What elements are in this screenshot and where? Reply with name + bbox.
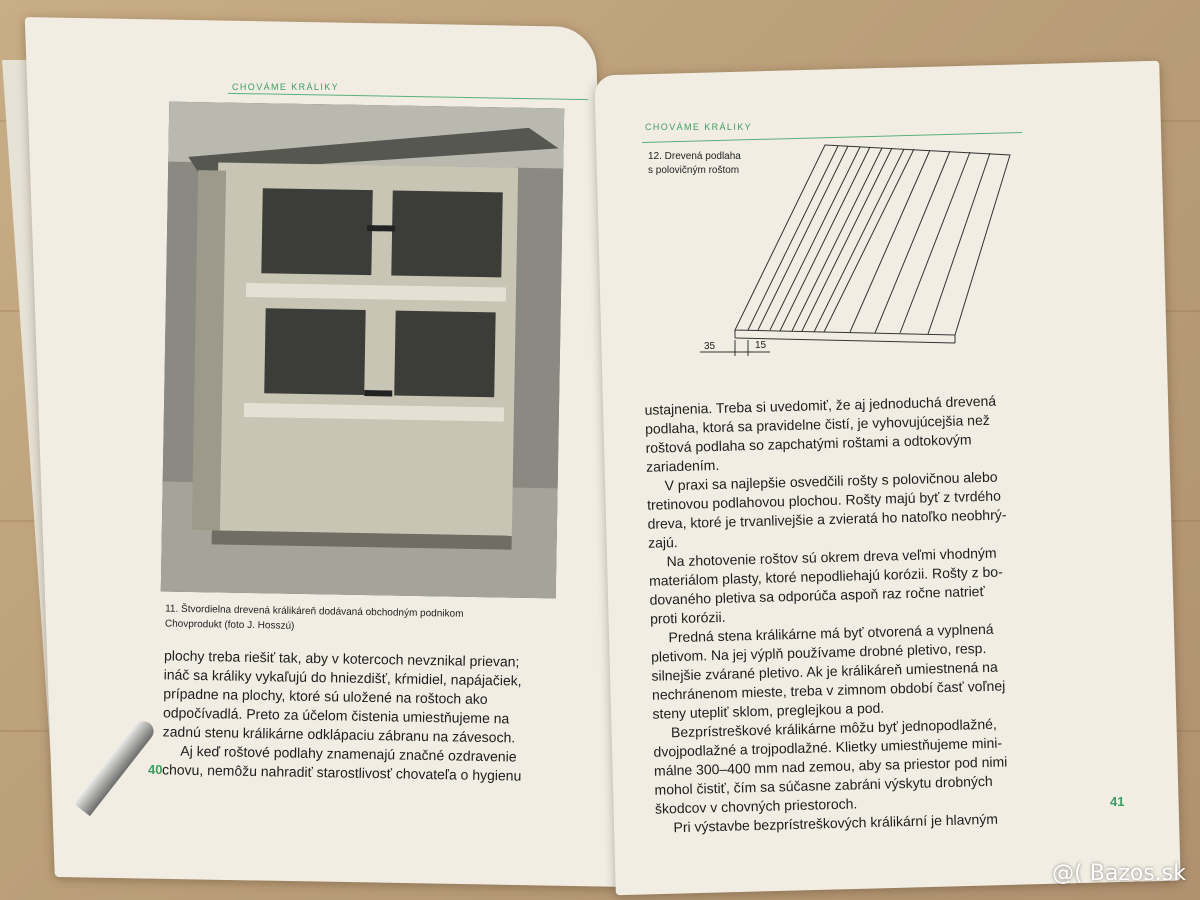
left-page-number: 40: [148, 762, 163, 777]
text-line: pletivom. Na jej výplň používame drobné pletivo, resp.: [650, 639, 987, 665]
rabbit-hutch-illustration: [161, 102, 564, 599]
text-line: prípadne na plochy, ktoré sú uložené na roštoch ako: [163, 685, 488, 708]
paragraph: [646, 465, 1088, 552]
right-page-number: 41: [1110, 794, 1125, 809]
text-line: mohol čistiť, čím sa súčasne zabráni výskytu drobných: [654, 772, 993, 798]
text-line: plochy treba riešiť tak, aby v kotercoch nevznikal prievan;: [163, 647, 520, 670]
dimension-label-15: 15: [755, 340, 767, 351]
rabbit-hutch-photo: [161, 102, 564, 599]
right-body-text: [644, 389, 1095, 837]
text-line: odpočívadlá. Preto za účelom čistenia umiestňujeme na: [162, 704, 510, 727]
text-line: Predná stena králikárne má byť otvorená a vyplnená: [668, 620, 994, 646]
text-line: dovaného pletiva sa odporúča aspoň raz ročne natrieť: [649, 582, 985, 608]
caption-line: Chovprodukt (foto J. Hosszú): [164, 618, 295, 632]
text-line: tretinovou podlahovou plochou. Rošty majú byť z tvrdého: [646, 487, 1002, 513]
left-running-head: CHOVÁME KRÁLIKY: [232, 82, 340, 92]
text-line: Na zhotovenie roštov sú okrem dreva veľmi vhodným: [666, 544, 997, 570]
dimension-label-35: 35: [704, 341, 716, 352]
text-line: nechránenom mieste, treba v zimnom období časť voľnej: [651, 677, 1006, 703]
text-line: málne 300–400 mm nad zemou, aby sa priestor pod nimi: [653, 753, 1008, 779]
wooden-floor-diagram: [700, 140, 1030, 360]
text-line: dreva, ktoré je trvanlivejšie a zvieratá ho natoľko neobhrý-: [647, 506, 1007, 532]
text-line: ináč sa králiky vykaľujú do hniezdišť, kŕmidiel, napájačiek,: [163, 666, 522, 689]
paragraph: [648, 541, 1090, 628]
right-running-head: CHOVÁME KRÁLIKY: [645, 122, 753, 132]
text-line: materiálom plasty, ktoré nepodliehajú korózii. Rošty z bo-: [648, 563, 1003, 589]
paragraph: [644, 389, 1086, 476]
text-line: zariadením.: [645, 456, 720, 475]
text-line: Pri výstavbe bezprístreškových králikární je hlavným: [673, 810, 999, 836]
bazos-watermark: @( Bazos.sk: [1052, 861, 1186, 886]
text-line: V praxi sa najlepšie osvedčili rošty s polovičnou alebo: [664, 468, 998, 494]
text-line: škodcov v chovných priestoroch.: [654, 795, 858, 817]
left-body-text: [162, 646, 582, 786]
figure-label-line: 12. Drevená podlaha: [648, 151, 741, 162]
text-line: chovu, nemôžu nahradiť starostlivosť chovateľa o hygienu: [161, 761, 522, 784]
caption-line: 11. Štvordielna drevená králikáreň dodávaná obchodným podnikom: [165, 603, 464, 620]
text-line: proti korózii.: [649, 608, 726, 627]
text-line: Aj keď roštové podlahy znamenajú značné ozdravenie: [180, 742, 517, 765]
text-line: dvojpodlažné a trojpodlažné. Klietky umiestňujeme mini-: [653, 734, 1003, 760]
figure-label-line: s polovičným roštom: [648, 165, 740, 176]
text-line: zajú.: [647, 534, 678, 551]
paragraph: [653, 712, 1095, 818]
text-line: podlaha, ktorá sa pravidelne čistí, je vyhovujúcejšia než: [644, 411, 990, 437]
text-line: steny utepliť sklom, preglejkou a pod.: [652, 699, 885, 722]
text-line: roštová podlaha so zapchatými roštami a odtokovým: [645, 431, 972, 456]
text-line: zadnú stenu králikárne odklápaciu zábranu na závesoch.: [162, 723, 516, 746]
text-line: silnejšie zvárané pletivo. Ak je králikáreň umiestnená na: [651, 658, 998, 684]
text-line: ustajnenia. Treba si uvedomiť, že aj jednoduchá drevená: [644, 392, 997, 418]
paragraph: [650, 617, 1092, 723]
text-line: Bezprístreškové králikárne môžu byť jednopodlažné,: [670, 715, 998, 741]
